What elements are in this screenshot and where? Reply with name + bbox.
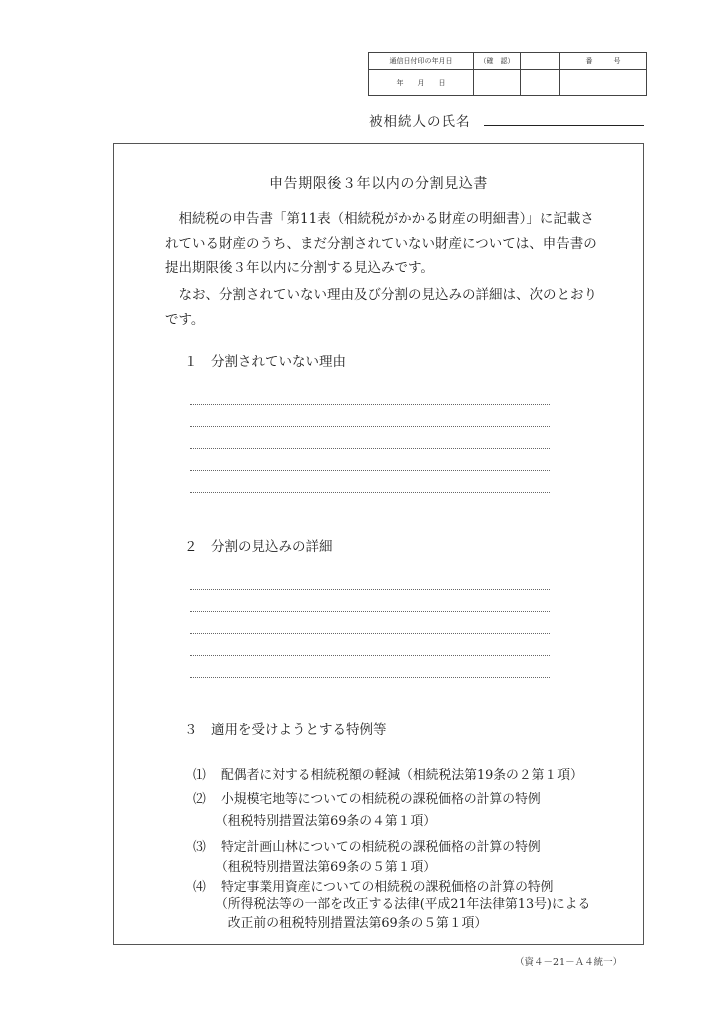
item-law-reference: （所得税法等の一部を改正する法律(平成21年法律第13号)による [215,897,591,912]
section-3-heading: ３ 適用を受けようとする特例等 [184,722,387,738]
item-text: 特定計画山林についての相続税の課税価格の計算の特例 [221,840,541,855]
stamp-header-confirm: （確 認） [474,53,521,70]
item-text: 特定事業用資産についての相続税の課税価格の計算の特例 [221,880,554,895]
detail-line[interactable] [190,633,550,634]
detail-line[interactable] [190,655,550,656]
deceased-name-field[interactable] [484,125,644,126]
form-code: （資４－21－Ａ４統一） [515,957,623,968]
stamp-confirm-cell [474,70,521,96]
reason-line[interactable] [190,426,550,427]
reason-line[interactable] [190,470,550,471]
item-law-reference: （租税特別措置法第69条の４第１項） [215,814,437,829]
intro-paragraph: 相続税の申告書「第11表（相続税がかかる財産の明細書）」に記載されている財産のうち、まだ分割されていない財産については、申告書の提出期限後３年以内に分割する見込みです。 [165,211,597,276]
stamp-header-number: 番 号 [560,53,647,70]
section-2-heading: ２ 分割の見込みの詳細 [184,539,333,555]
form-title: 申告期限後３年以内の分割見込書 [269,176,488,192]
item-number: ⑷ [193,880,206,895]
section-1-heading: １ 分割されていない理由 [184,354,346,370]
item-text: 配偶者に対する相続税額の軽減（相続税法第19条の２第１項） [221,768,583,783]
stamp-number-cell [560,70,647,96]
detail-paragraph: なお、分割されていない理由及び分割の見込みの詳細は、次のとおりです。 [165,287,597,328]
deceased-name-label: 被相続人の氏名 [369,114,471,130]
item-text: 小規模宅地等についての相続税の課税価格の計算の特例 [221,792,541,807]
detail-line[interactable] [190,611,550,612]
detail-line[interactable] [190,677,550,678]
reason-line[interactable] [190,448,550,449]
stamp-blank-cell-2 [521,70,560,96]
stamp-blank-cell [521,53,560,70]
item-number: ⑶ [193,840,206,855]
item-law-reference: 改正前の租税特別措置法第69条の５第１項） [215,916,488,931]
item-law-reference: （租税特別措置法第69条の５第１項） [215,860,437,875]
detail-line[interactable] [190,589,550,590]
reason-line[interactable] [190,404,550,405]
item-number: ⑵ [193,792,206,807]
stamp-header-date: 通信日付印の年月日 [369,53,474,70]
item-number: ⑴ [193,768,206,783]
stamp-date-cell: 年 月 日 [369,70,474,96]
reason-line[interactable] [190,492,550,493]
receipt-stamp-table [368,52,647,96]
